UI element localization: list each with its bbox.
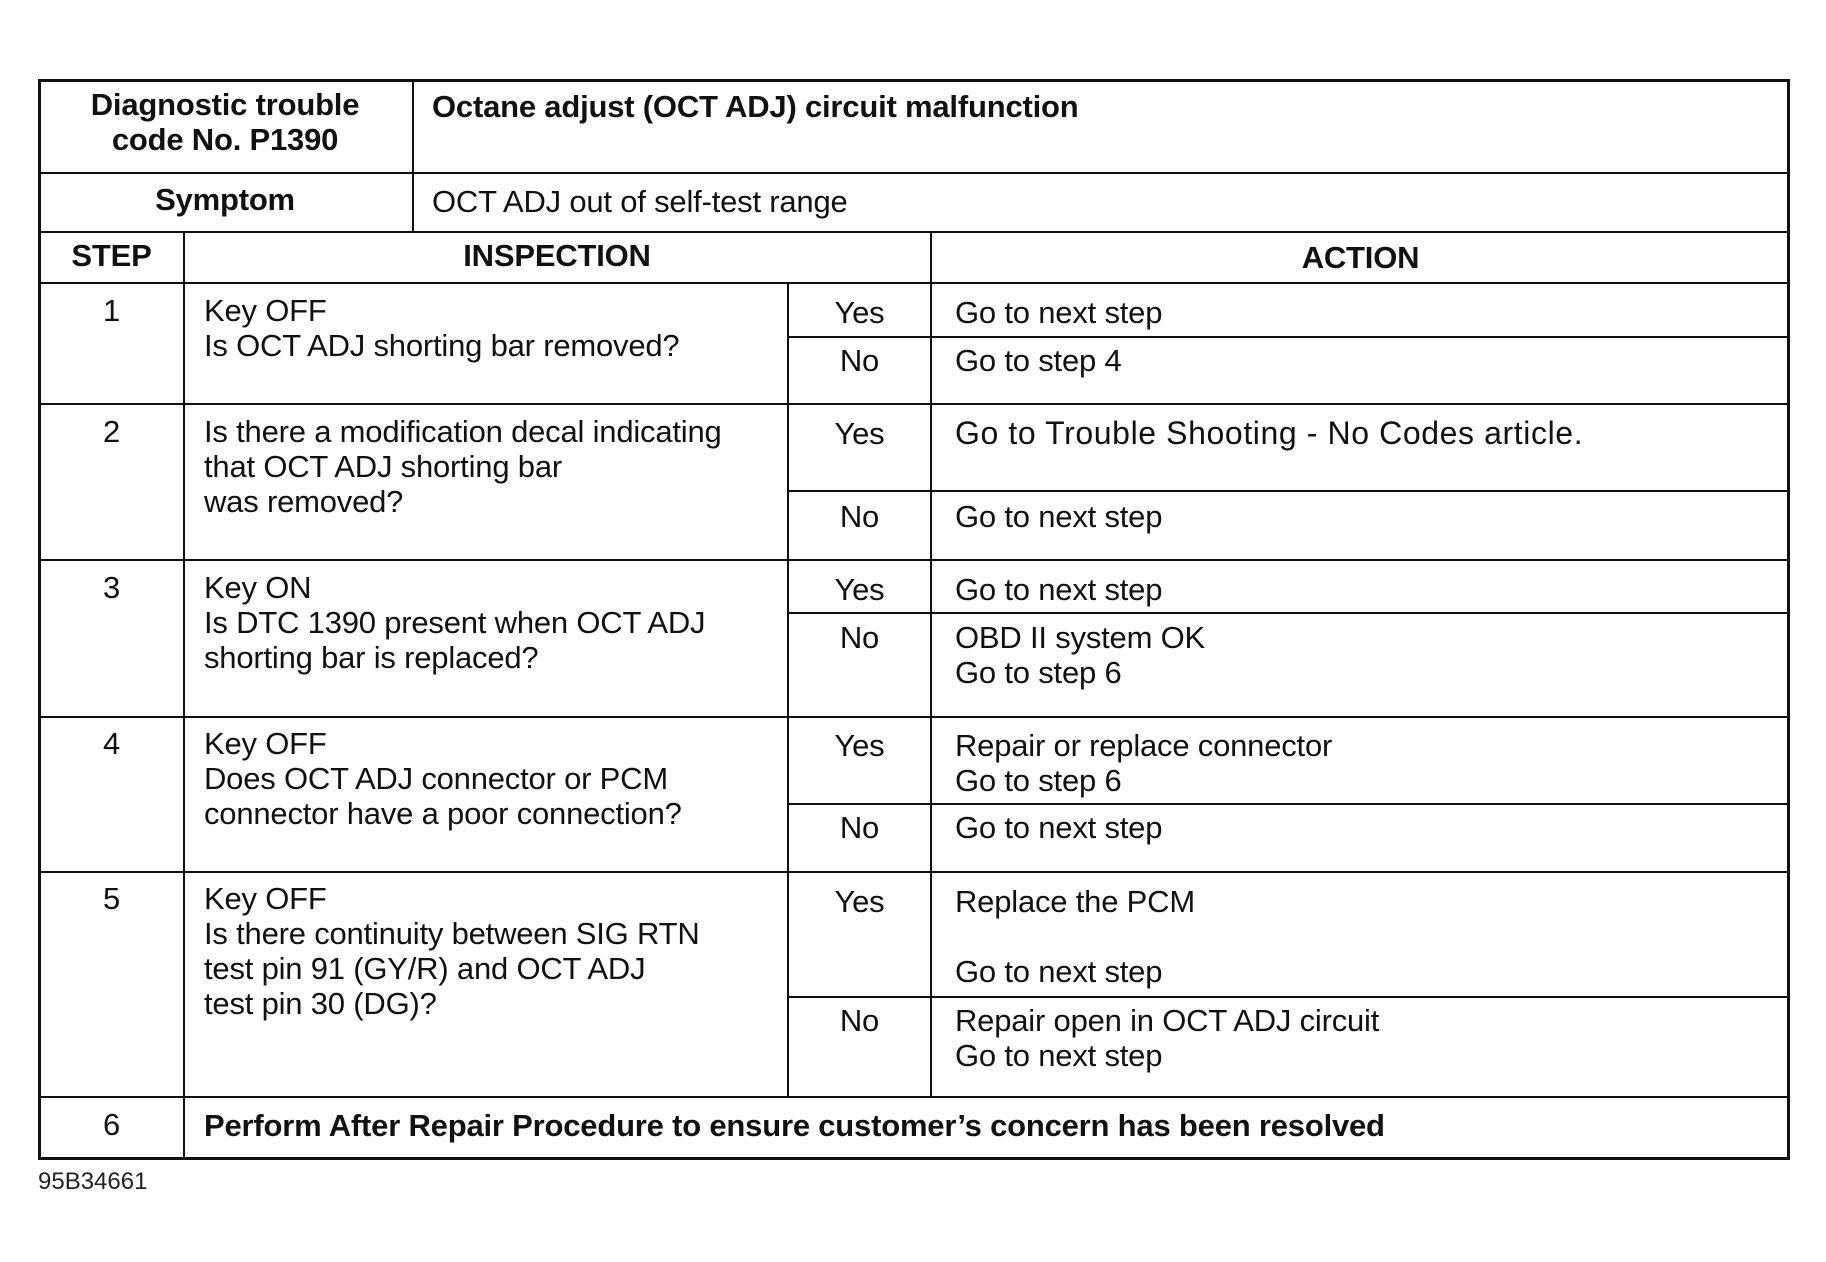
- col-header-divider: [412, 79, 414, 232]
- no-action-step-2: Go to next step: [955, 499, 1163, 534]
- split-step-3: [787, 612, 1790, 614]
- no-label-step-3: No: [839, 620, 880, 655]
- no-action-step-1: Go to step 4: [955, 343, 1122, 378]
- step-number-4: 4: [102, 726, 121, 761]
- rule-step-3: [38, 716, 1790, 718]
- rule-step-1: [38, 403, 1790, 405]
- rule-step-4: [38, 871, 1790, 873]
- col-action-divider: [930, 231, 932, 1096]
- yes-label-step-5: Yes: [834, 884, 885, 919]
- yes-action-step-3: Go to next step: [955, 572, 1163, 607]
- yes-label-step-2: Yes: [834, 416, 885, 451]
- col-inspection-divider: [787, 282, 789, 1096]
- rule-step-2: [38, 559, 1790, 561]
- dtc-code-label: Diagnostic trouble code No. P1390: [90, 87, 360, 157]
- figure-reference: 95B34661: [38, 1168, 148, 1195]
- no-label-step-1: No: [839, 343, 880, 378]
- column-header-inspection: INSPECTION: [463, 238, 651, 273]
- split-step-2: [787, 490, 1790, 492]
- step-number-1: 1: [102, 293, 121, 328]
- final-step-instruction: Perform After Repair Procedure to ensure customer’s concern has been resolved: [204, 1108, 1385, 1143]
- symptom-value: OCT ADJ out of self-test range: [432, 184, 848, 219]
- yes-action-step-2: Go to Trouble Shooting - No Codes article.: [955, 415, 1584, 451]
- inspection-step-4: Key OFF Does OCT ADJ connector or PCM connector have a poor connection?: [204, 726, 682, 831]
- step-number-5: 5: [102, 881, 121, 916]
- step-number-3: 3: [102, 570, 121, 605]
- col-step-divider: [183, 231, 185, 1160]
- rule-step-5: [38, 1096, 1790, 1098]
- split-step-1: [787, 336, 1790, 338]
- yes-label-step-3: Yes: [834, 572, 885, 607]
- yes-action-step-5: Replace the PCM Go to next step: [955, 884, 1195, 989]
- no-label-step-2: No: [839, 499, 880, 534]
- step-number-2: 2: [102, 414, 121, 449]
- no-label-step-4: No: [839, 810, 880, 845]
- inspection-step-5: Key OFF Is there continuity between SIG RTN test pin 91 (GY/R) and OCT ADJ test pin 30 (DG)?: [204, 881, 700, 1021]
- step-number-6: 6: [102, 1107, 121, 1142]
- column-header-step: STEP: [71, 238, 152, 273]
- no-action-step-4: Go to next step: [955, 810, 1163, 845]
- column-header-action: ACTION: [1301, 240, 1420, 275]
- yes-action-step-1: Go to next step: [955, 295, 1163, 330]
- inspection-step-3: Key ON Is DTC 1390 present when OCT ADJ shorting bar is replaced?: [204, 570, 706, 675]
- dtc-title: Octane adjust (OCT ADJ) circuit malfunction: [432, 89, 1079, 124]
- rule-header: [38, 172, 1790, 174]
- split-step-4: [787, 803, 1790, 805]
- rule-symptom: [38, 231, 1790, 233]
- yes-action-step-4: Repair or replace connector Go to step 6: [955, 728, 1333, 798]
- inspection-step-2: Is there a modification decal indicating that OCT ADJ shorting bar was removed?: [204, 414, 722, 519]
- no-action-step-3: OBD II system OK Go to step 6: [955, 620, 1206, 690]
- rule-columns: [38, 282, 1790, 284]
- yes-label-step-4: Yes: [834, 728, 885, 763]
- no-label-step-5: No: [839, 1003, 880, 1038]
- symptom-label: Symptom: [155, 182, 295, 217]
- yes-label-step-1: Yes: [834, 295, 885, 330]
- inspection-step-1: Key OFF Is OCT ADJ shorting bar removed?: [204, 293, 680, 363]
- split-step-5: [787, 996, 1790, 998]
- no-action-step-5: Repair open in OCT ADJ circuit Go to next step: [955, 1003, 1380, 1073]
